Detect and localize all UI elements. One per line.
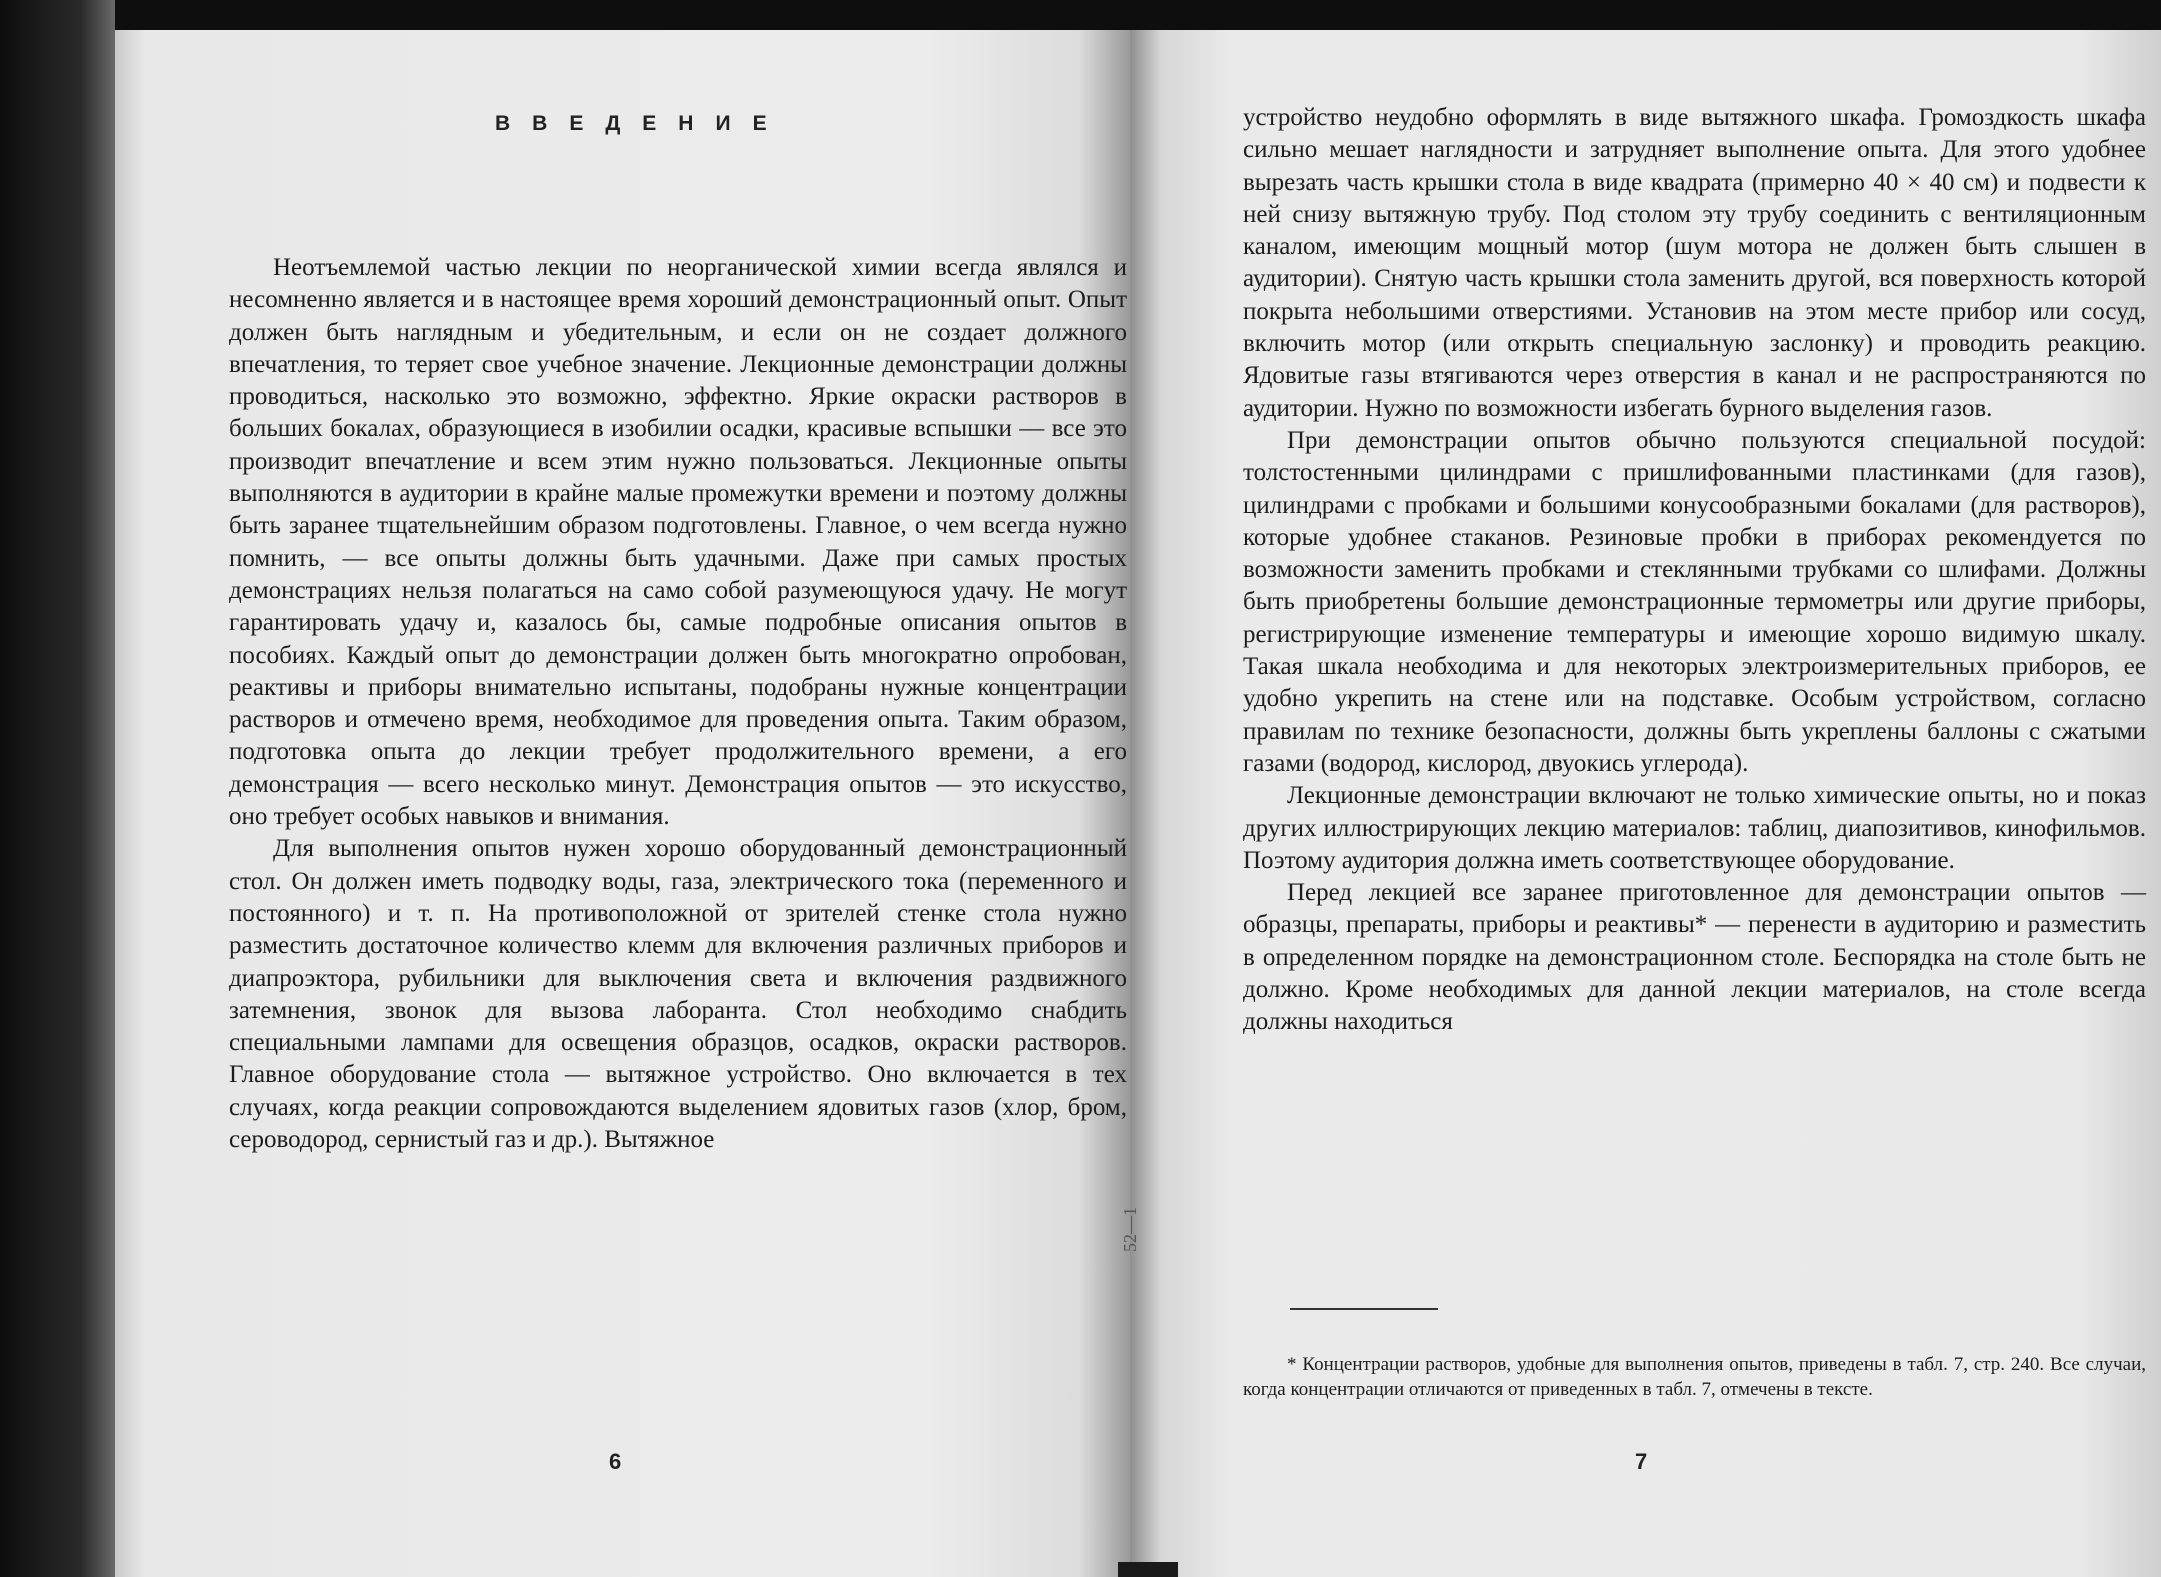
paragraph: Неотъемлемой частью лекции по неорганической химии всегда являлся и несомненно является и в настоящее время хороший демонстрационный опыт. Опыт должен быть наглядным и убедительным, и если он не создает должного впечатления, то теряет свое учебное значение. Лекционные демонстрации должны проводиться, насколько это возможно, эффектно. Яркие окраски растворов в больших бокалах, образующиеся в изобилии осадки, красивые вспышки — все это производит впечатление и всем этим нужно пользоваться. Лекционные опыты выполняются в аудитории в крайне малые промежутки времени и поэтому должны быть заранее тщательнейшим образом подготовлены. Главное, о чем всегда нужно помнить, — все опыты должны быть удачными. Даже при самых простых демонстрациях нельзя полагаться на само собой разумеющуюся удачу. Не могут гарантировать удачу и, казалось бы, самые подробные описания опытов в пособиях. Каждый опыт до демонстрации должен быть многократно опробован, реактивы и приборы внимательно испытаны, подобраны нужные концентрации растворов и отмечено время, необходимое для проведения опыта. Таким образом, подготовка опыта до лекции требует продолжительного времени, а его демонстрация — всего несколько минут. Демонстрация опытов — это искусство, оно требует особых навыков и внимания. [229,254,1127,831]
binding-shadow [1118,1562,1178,1577]
right-page-text [1243,102,2146,1039]
left-page-text [229,252,1127,1156]
paragraph: Лекционные демонстрации включают не только химические опыты, но и показ других иллюстрирующих лекцию материалов: таблиц, диапозитивов, кинофильмов. Поэтому аудитория должна иметь соответствующее оборудование. [1243,782,2146,874]
right-page [1130,30,2161,1577]
paragraph: При демонстрации опытов обычно пользуются специальной посудой: толстостенными цилиндрами с пришлифованными пластинками (для газов), цилиндрами с пробками и большими конусообразными бокалами (для растворов), которые удобнее стаканов. Резиновые пробки в приборах рекомендуется по возможности заменить пробками и стеклянными трубками со шлифами. Должны быть приобретены большие демонстрационные термометры или другие приборы, регистрирующие изменение температуры и имеющие хорошо видимую шкалу. Такая шкала необходима и для некоторых электроизмерительных приборов, ее удобно укрепить на стене или на подставке. Особым устройством, согласно правилам по технике безопасности, должны быть укреплены баллоны с сжатыми газами (водород, кислород, двуокись углерода). [1243,426,2146,777]
gutter-mark: 52—1 [1120,1207,1140,1252]
chapter-title: ВВЕДЕНИЕ [495,112,789,135]
page-number-right: 7 [1635,1449,1648,1474]
left-page [115,30,1130,1577]
footnote-divider [1290,1308,1438,1310]
page-number-left: 6 [609,1449,622,1474]
footnote: * Концентрации растворов, удобные для выполнения опытов, приведены в табл. 7, стр. 240. Все случаи, когда концентрации отличаются от приведенных в табл. 7, отмечены в тексте. [1243,1354,2146,1400]
paragraph: Для выполнения опытов нужен хорошо оборудованный демонстрационный стол. Он должен иметь подводку воды, газа, электрического тока (переменного и постоянного) и т. п. На противоположной от зрителей стенке стола нужно разместить достаточное количество клемм для включения различных приборов и диапроэктора, рубильники для выключения света и включения раздвижного затемнения, звонок для вызова лаборанта. Стол необходимо снабдить специальными лампами для освещения образцов, осадков, окраски растворов. Главное оборудование стола — вытяжное устройство. Оно включается в тех случаях, когда реакции сопровождаются выделением ядовитых газов (хлор, бром, сероводород, сернистый газ и др.). Вытяжное [229,835,1127,1154]
paragraph-continued: устройство неудобно оформлять в виде вытяжного шкафа. Громоздкость шкафа сильно мешает наглядности и затрудняет выполнение опыта. Для этого удобнее вырезать часть крышки стола в виде квадрата (примерно 40 × 40 см) и подвести к ней снизу вытяжную трубу. Под столом эту трубу соединить с вентиляционным каналом, имеющим мощный мотор (шум мотора не должен быть слышен в аудитории). Снятую часть крышки стола заменить другой, вся поверхность которой покрыта небольшими отверстиями. Установив на этом месте прибор или сосуд, включить мотор (или открыть специальную заслонку) и проводить реакцию. Ядовитые газы втягиваются через отверстия в канал и не распространяются по аудитории. Нужно по возможности избегать бурного выделения газов. [1243,104,2146,422]
scan-left-edge [0,0,115,1577]
paragraph: Перед лекцией все заранее приготовленное для демонстрации опытов — образцы, препараты, приборы и реактивы* — перенести в аудиторию и разместить в определенном порядке на демонстрационном столе. Беспорядка на столе быть не должно. Кроме необходимых для данной лекции материалов, на столе всегда должны находиться [1243,879,2146,1036]
